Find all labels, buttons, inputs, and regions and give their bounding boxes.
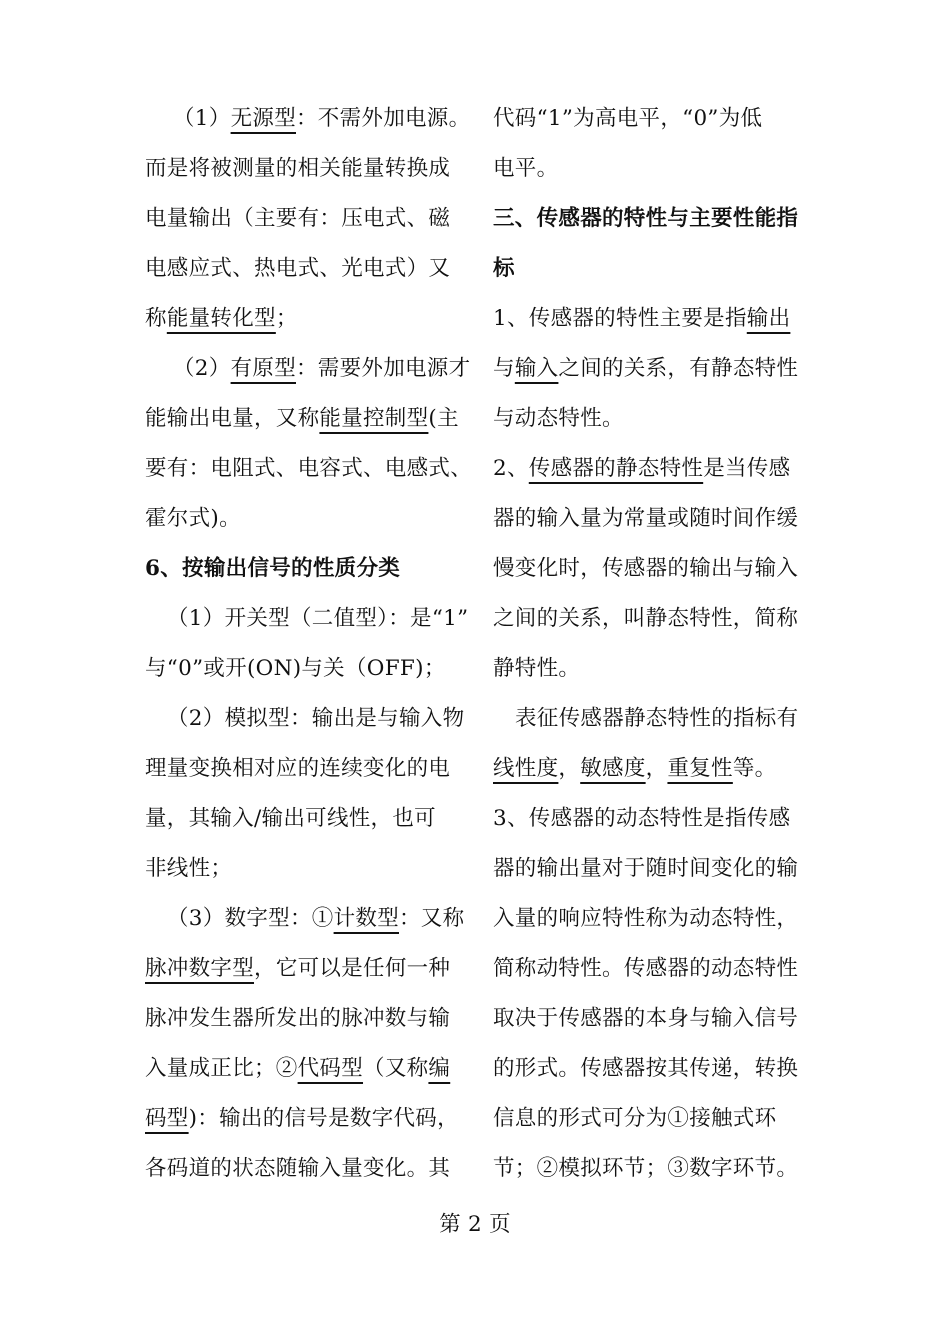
text-line: 能输出电量，又称能量控制型(主 bbox=[145, 406, 459, 431]
text-line: 与输入之间的关系，有静态特性 bbox=[493, 356, 799, 381]
text-line: （2）模拟型：输出是与输入物 bbox=[167, 706, 465, 731]
text-line: 信息的形式可分为①接触式环 bbox=[493, 1106, 777, 1131]
text-line: 电感应式、热电式、光电式）又 bbox=[145, 256, 451, 281]
underlined-term: 重复性 bbox=[667, 756, 733, 781]
text-line: 简称动特性。传感器的动态特性 bbox=[493, 956, 799, 981]
text-line: （3）数字型：①计数型：又称 bbox=[167, 906, 465, 931]
text-line: 霍尔式)。 bbox=[145, 506, 241, 531]
underlined-term: 代码型 bbox=[297, 1056, 364, 1081]
text-line: 电量输出（主要有：压电式、磁 bbox=[145, 206, 451, 231]
text-line: 理量变换相对应的连续变化的电 bbox=[145, 756, 451, 781]
text-line: 与“0”或开(ON)与关（OFF)； bbox=[145, 656, 446, 681]
text-line: 脉冲数字型，它可以是任何一种 bbox=[145, 956, 451, 981]
text-line: 代码“1”为高电平，“0”为低 bbox=[493, 106, 763, 131]
text-line: 器的输入量为常量或随时间作缓 bbox=[493, 506, 799, 531]
text-line: 各码道的状态随输入量变化。其 bbox=[145, 1156, 451, 1181]
text-line: 而是将被测量的相关能量转换成 bbox=[145, 156, 451, 181]
underlined-term: 脉冲数字型 bbox=[145, 956, 255, 981]
underlined-term: 输出 bbox=[746, 306, 791, 331]
underlined-term: 传感器的静态特性 bbox=[528, 456, 704, 481]
text-line: （2）有原型：需要外加电源才 bbox=[173, 356, 471, 381]
text-line: 脉冲发生器所发出的脉冲数与输 bbox=[145, 1006, 451, 1031]
underlined-term: 无源型 bbox=[230, 106, 296, 131]
underlined-term: 计数型 bbox=[333, 906, 399, 931]
right-column bbox=[493, 94, 813, 1194]
left-column bbox=[145, 94, 473, 1194]
underlined-term: 能量控制型 bbox=[319, 406, 429, 431]
text-line: 与动态特性。 bbox=[493, 406, 624, 431]
text-line: 电平。 bbox=[493, 156, 559, 181]
text-line: 入量的响应特性称为动态特性， bbox=[493, 906, 799, 931]
text-line: 静特性。 bbox=[493, 656, 581, 681]
text-line: 2、传感器的静态特性是当传感 bbox=[493, 456, 791, 481]
underlined-term: 线性度 bbox=[493, 756, 559, 781]
text-line: （1）无源型：不需外加电源。 bbox=[173, 106, 471, 131]
section-heading: 6、按输出信号的性质分类 bbox=[145, 556, 401, 581]
text-line: 之间的关系，叫静态特性，简称 bbox=[493, 606, 799, 631]
text-line: （1）开关型（二值型）：是“1” bbox=[167, 606, 469, 631]
page-number: 第 2 页 bbox=[439, 1212, 511, 1237]
underlined-term: 能量转化型 bbox=[166, 306, 276, 331]
text-line: 称能量转化型； bbox=[145, 306, 298, 331]
text-line: 器的输出量对于随时间变化的输 bbox=[493, 856, 799, 881]
text-line: 3、传感器的动态特性是指传感 bbox=[493, 806, 791, 831]
underlined-term: 编 bbox=[428, 1056, 451, 1081]
text-line: 量，其输入/输出可线性，也可 bbox=[145, 806, 436, 831]
underlined-term: 敏感度 bbox=[580, 756, 646, 781]
text-line: 非线性； bbox=[145, 856, 233, 881]
text-line: 表征传感器静态特性的指标有 bbox=[515, 706, 799, 731]
text-line: 要有：电阻式、电容式、电感式、 bbox=[145, 456, 473, 481]
text-line: 1、传感器的特性主要是指输出 bbox=[493, 306, 791, 331]
section-heading: 标 bbox=[493, 256, 515, 281]
text-line: 的形式。传感器按其传递，转换 bbox=[493, 1056, 799, 1081]
text-line: 入量成正比；②代码型（又称编 bbox=[145, 1056, 451, 1081]
section-heading: 三、传感器的特性与主要性能指 bbox=[493, 206, 799, 231]
underlined-term: 有原型 bbox=[230, 356, 296, 381]
text-line: 取决于传感器的本身与输入信号 bbox=[493, 1006, 799, 1031]
underlined-term: 码型 bbox=[145, 1106, 189, 1131]
text-line: 节；②模拟环节；③数字环节。 bbox=[493, 1156, 799, 1181]
text-line: 线性度，敏感度，重复性等。 bbox=[493, 756, 777, 781]
text-line: 码型)：输出的信号是数字代码， bbox=[145, 1106, 459, 1131]
underlined-term: 输入 bbox=[514, 356, 559, 381]
text-line: 慢变化时，传感器的输出与输入 bbox=[493, 556, 799, 581]
